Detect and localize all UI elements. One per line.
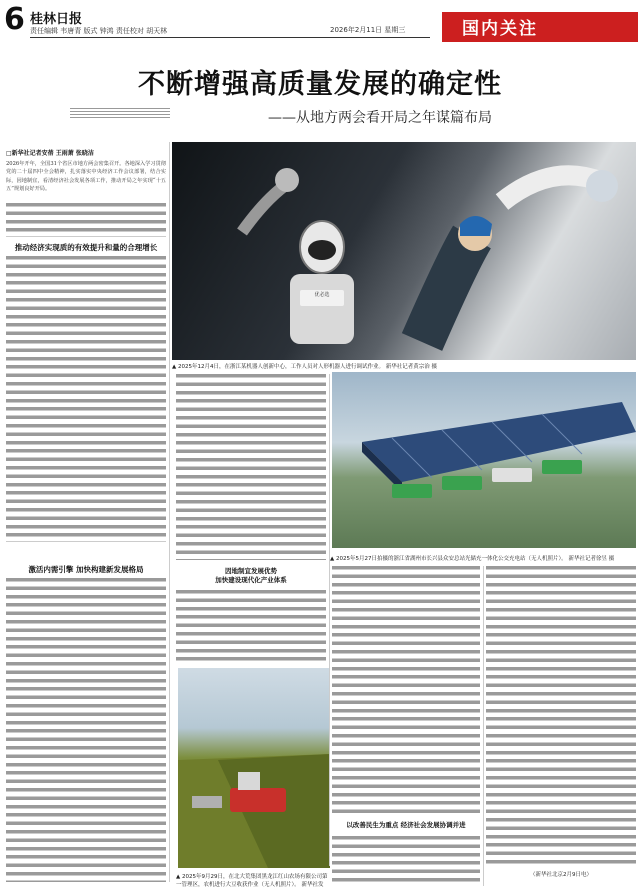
body-text-block xyxy=(486,566,636,866)
charging-station-photo xyxy=(332,372,636,548)
editor-credits: 责任编辑 韦唐青 版式 钟鸿 责任校对 胡天林 xyxy=(30,27,168,35)
section-heading-2: 激活内需引擎 加快构建新发展格局 xyxy=(28,565,144,574)
section-heading-4: 以改善民生为重点 经济社会发展协调并进 xyxy=(346,821,466,829)
robot-illustration xyxy=(172,142,636,360)
decorative-stripes xyxy=(70,108,170,120)
solar-canopy-illustration xyxy=(332,372,636,548)
photo-caption-3: ▲ 2025年9月29日，在北大荒集团黑龙江红山农场有限公司第一管理区，农机进行大豆收获作业（无人机照片）。 新华社发 xyxy=(176,874,328,888)
column-divider xyxy=(169,142,170,882)
byline: □新华社记者安蓓 王雨萧 张晓洁 xyxy=(6,150,94,157)
article-subhead: ——从地方两会看开局之年谋篇布局 xyxy=(268,110,492,126)
robot-photo xyxy=(172,142,636,360)
harvester-illustration xyxy=(178,668,330,868)
column-divider xyxy=(329,374,330,866)
column-divider xyxy=(483,566,484,886)
end-note: （新华社北京2月9日电） xyxy=(530,872,592,878)
photo-caption-2: ▲ 2025年5月27日拍摄的浙江省湖州市长兴县众安总站光储充一体化公交充电站（无人机照片）。 新华社记者徐昱 摄 xyxy=(330,556,615,562)
section-heading-1: 推动经济实现质的有效提升和量的合理增长 xyxy=(14,243,158,252)
photo-caption-1: ▲ 2025年12月4日，在浙江某机器人创新中心，工作人员对人形机器人进行调试作业。 新华社记者黄宗治 摄 xyxy=(172,364,437,370)
article-headline: 不断增强高质量发展的确定性 xyxy=(138,69,502,100)
intro-paragraph: 2026年开年，全国31个省区市地方两会密集召开。各地深入学习贯彻党的二十届四中全会精神，扎实落实中央经济工作会议部署，结合实际，因地制宜，看清经济社会发展各项工作，推动开局之年实现“十五五”规划良好开局。 xyxy=(6,161,166,193)
body-text-block xyxy=(6,256,166,542)
harvest-photo xyxy=(178,668,330,868)
issue-date: 2026年2月11日 星期三 xyxy=(330,26,406,34)
body-text-block xyxy=(6,203,166,237)
body-text-block xyxy=(6,578,166,882)
page-number: 6 xyxy=(4,2,25,37)
robot-badge: 优必选 xyxy=(314,292,330,298)
section-heading-3: 因地制宜发展优势 加快建设现代化产业体系 xyxy=(215,567,287,584)
body-text-block xyxy=(176,374,326,560)
page-header xyxy=(0,0,640,44)
newspaper-logo: 桂林日报 xyxy=(30,12,83,27)
body-text-block xyxy=(176,590,326,662)
section-title: 国内关注 xyxy=(462,19,538,39)
body-text-block xyxy=(332,566,480,814)
body-text-block xyxy=(332,836,480,886)
header-rule xyxy=(30,37,430,38)
